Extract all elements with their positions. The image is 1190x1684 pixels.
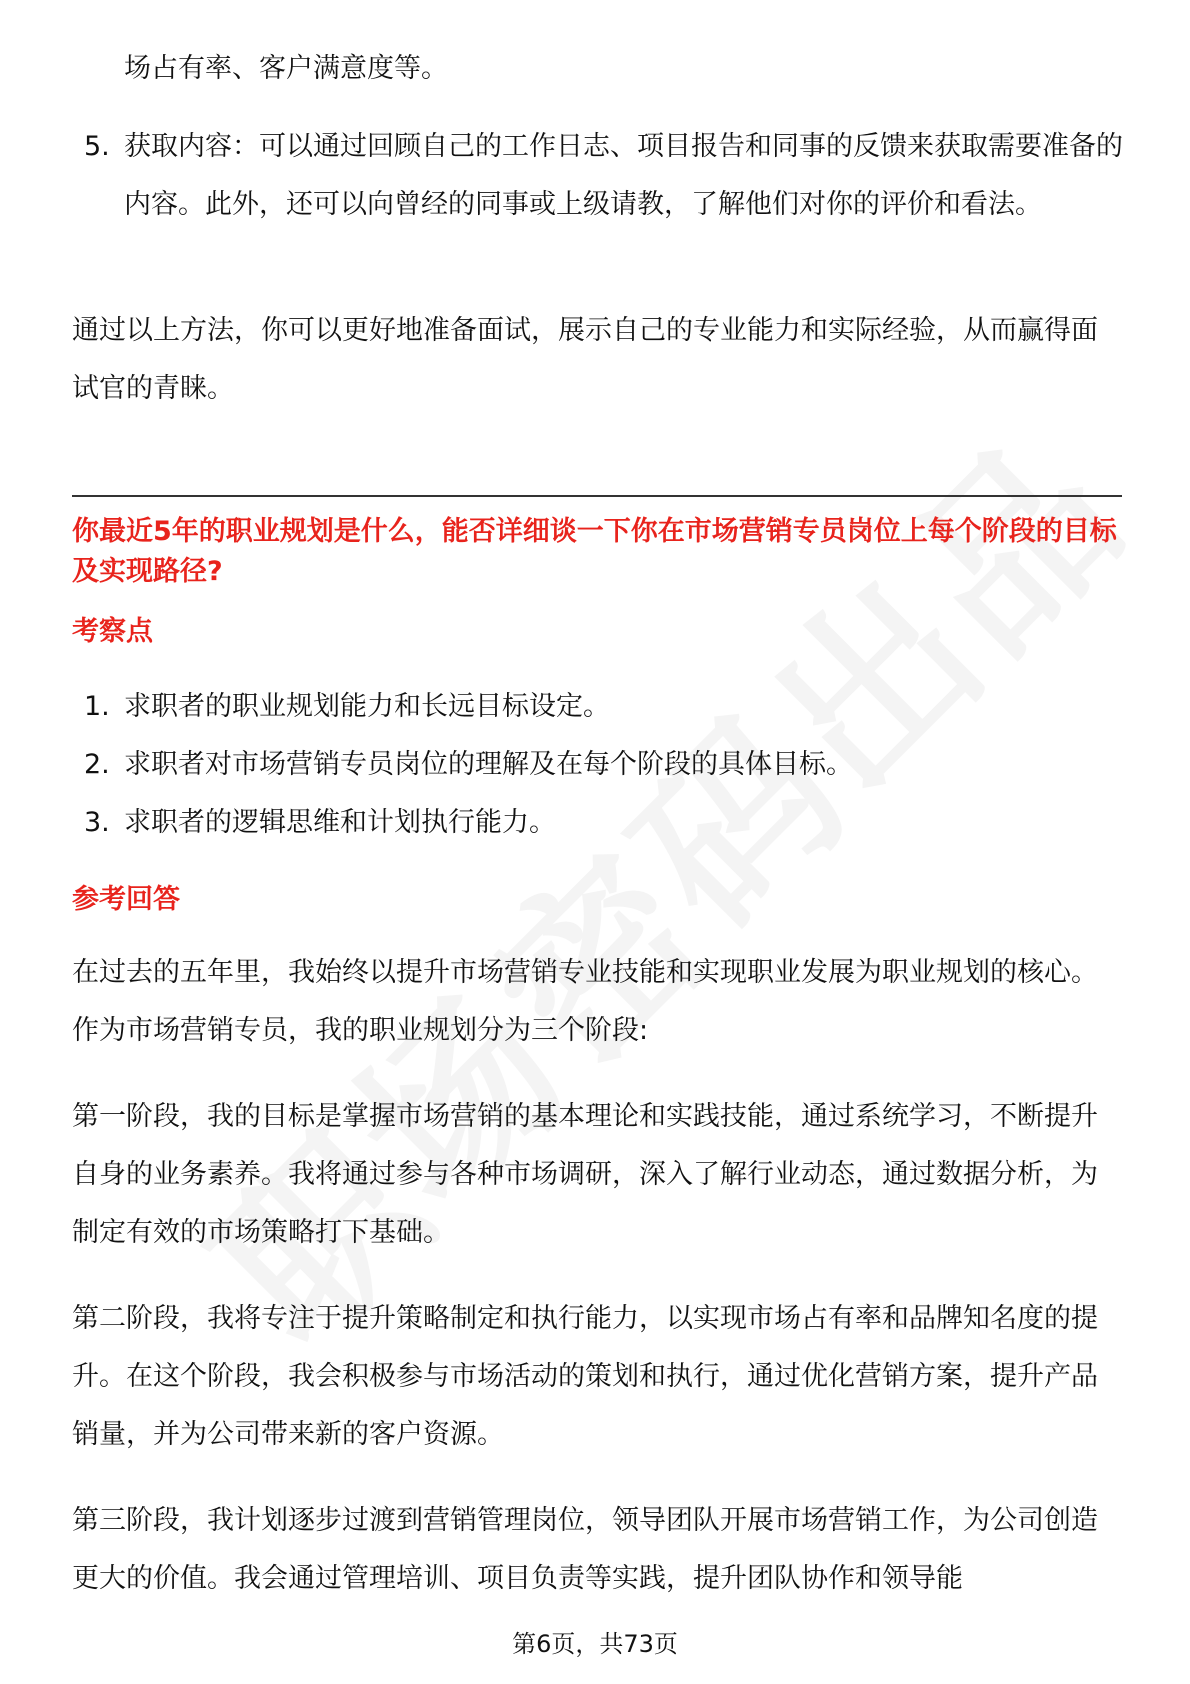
page-number: 第6页，共73页 [512,1630,678,1658]
list-text: 求职者对市场营销专员岗位的理解及在每个阶段的具体目标。 [124,749,853,780]
list-number: 1. [84,691,110,722]
exam-points-heading: 考察点 [72,616,153,647]
answer-paragraph: 在过去的五年里，我始终以提升市场营销专业技能和实现职业发展为职业规划的核心。作为市场营销专员，我的职业规划分为三个阶段: [72,957,1098,1046]
answer-heading: 参考回答 [72,884,180,915]
list-number: 5. [84,131,110,162]
continued-line: 场占有率、客户满意度等。 [124,53,448,84]
answer-paragraph: 第一阶段，我的目标是掌握市场营销的基本理论和实践技能，通过系统学习，不断提升自身的业务素养。我将通过参与各种市场调研，深入了解行业动态，通过数据分析，为制定有效的市场策略打下基础。 [72,1101,1098,1248]
list-text: 求职者的逻辑思维和计划执行能力。 [124,807,556,838]
answer-paragraph: 第三阶段，我计划逐步过渡到营销管理岗位，领导团队开展市场营销工作，为公司创造更大的价值。我会通过管理培训、项目负责等实践，提升团队协作和领导能 [72,1505,1098,1594]
list-item [84,678,1124,736]
question-title: 你最近5年的职业规划是什么，能否详细谈一下你在市场营销专员岗位上每个阶段的目标及实现路径? [72,516,1117,587]
list-text: 求职者的职业规划能力和长远目标设定。 [124,691,610,722]
list-text: 获取内容：可以通过回顾自己的工作日志、项目报告和同事的反馈来获取需要准备的内容。此外，还可以向曾经的同事或上级请教，了解他们对你的评价和看法。 [124,131,1123,220]
list-item [84,794,1124,852]
list-item [84,736,1124,794]
list-number: 3. [84,807,110,838]
summary-paragraph: 通过以上方法，你可以更好地准备面试，展示自己的专业能力和实际经验，从而赢得面试官的青睐。 [72,315,1098,404]
list-number: 2. [84,749,110,780]
section-divider [72,495,1122,497]
list-item [84,118,1124,234]
answer-paragraph: 第二阶段，我将专注于提升策略制定和执行能力，以实现市场占有率和品牌知名度的提升。在这个阶段，我会积极参与市场活动的策划和执行，通过优化营销方案，提升产品销量，并为公司带来新的客户资源。 [72,1303,1098,1450]
